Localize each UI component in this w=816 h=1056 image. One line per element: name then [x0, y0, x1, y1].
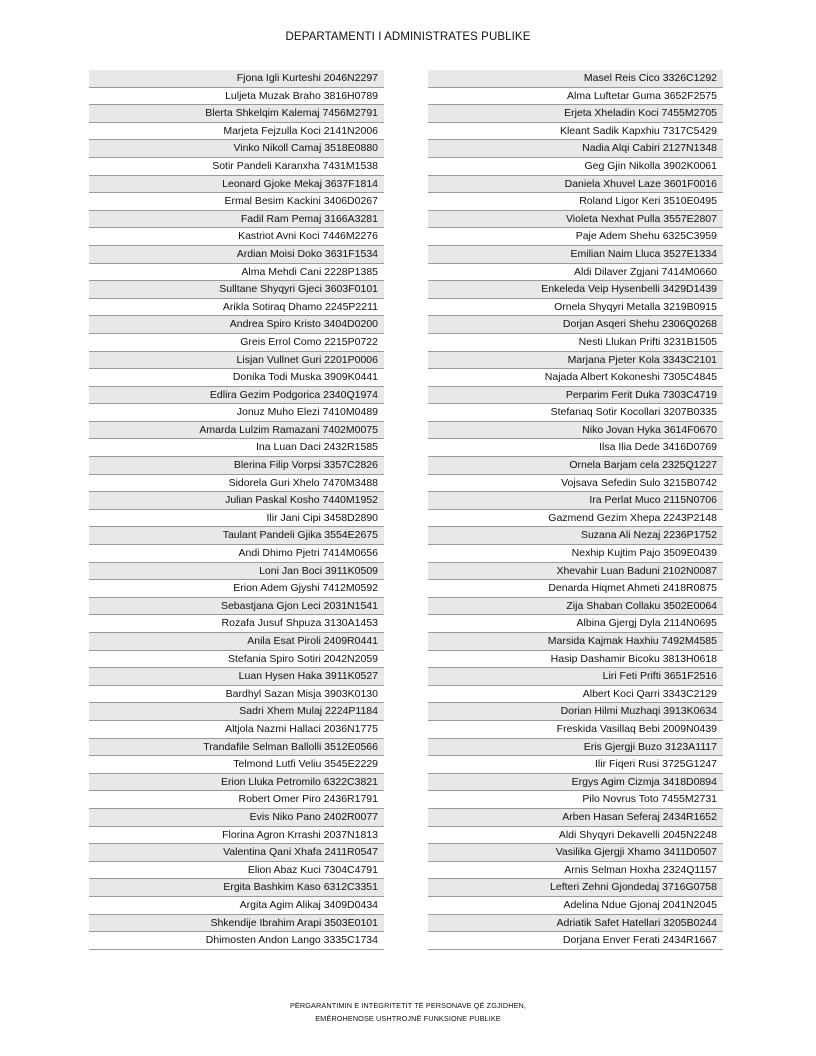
- list-item: Aldi Shyqyri Dekavelli 2045N2248: [428, 827, 723, 845]
- list-item: Geg Gjin Nikolla 3902K0061: [428, 158, 723, 176]
- list-item: Julian Paskal Kosho 7440M1952: [89, 492, 384, 510]
- list-item: Loni Jan Boci 3911K0509: [89, 563, 384, 581]
- list-item: Dorian Hilmi Muzhaqi 3913K0634: [428, 703, 723, 721]
- list-item: Violeta Nexhat Pulla 3557E2807: [428, 211, 723, 229]
- list-item: Nexhip Kujtim Pajo 3509E0439: [428, 545, 723, 563]
- list-item: Greis Errol Como 2215P0722: [89, 334, 384, 352]
- list-item: Fadil Ram Pemaj 3166A3281: [89, 211, 384, 229]
- list-item: Robert Omer Piro 2436R1791: [89, 791, 384, 809]
- list-item: Hasip Dashamir Bicoku 3813H0618: [428, 651, 723, 669]
- list-item: Jonuz Muho Elezi 7410M0489: [89, 404, 384, 422]
- list-item: Arnis Selman Hoxha 2324Q1157: [428, 862, 723, 880]
- footer-line-1: PËRGARANTIMIN E INTEGRITETIT TË PERSONAVE QË ZGJIDHEN,: [289, 1001, 527, 1010]
- right-name-column: [428, 70, 723, 950]
- list-item: Roland Ligor Keri 3510E0495: [428, 193, 723, 211]
- list-item: Trandafile Selman Ballolli 3512E0566: [89, 739, 384, 757]
- list-item: Rozafa Jusuf Shpuza 3130A1453: [89, 615, 384, 633]
- list-item: Gazmend Gezim Xhepa 2243P2148: [428, 510, 723, 528]
- list-item: Evis Niko Pano 2402R0077: [89, 809, 384, 827]
- list-item: Suzana Ali Nezaj 2236P1752: [428, 527, 723, 545]
- list-item: Andi Dhimo Pjetri 7414M0656: [89, 545, 384, 563]
- list-item: Stefanaq Sotir Kocollari 3207B0335: [428, 404, 723, 422]
- list-item: Sadri Xhem Mulaj 2224P1184: [89, 703, 384, 721]
- list-item: Altjola Nazmi Hallaci 2036N1775: [89, 721, 384, 739]
- list-item: Niko Jovan Hyka 3614F0670: [428, 422, 723, 440]
- list-item: Aldi Dilaver Zgjani 7414M0660: [428, 264, 723, 282]
- list-item: Ilir Jani Cipi 3458D2890: [89, 510, 384, 528]
- left-name-column: [89, 70, 384, 950]
- list-item: Donika Todi Muska 3909K0441: [89, 369, 384, 387]
- list-item: Ilir Fiqeri Rusi 3725G1247: [428, 756, 723, 774]
- list-item: Sebastjana Gjon Leci 2031N1541: [89, 598, 384, 616]
- page-title: DEPARTAMENTI I ADMINISTRATES PUBLIKE: [285, 31, 531, 43]
- list-item: Paje Adem Shehu 6325C3959: [428, 228, 723, 246]
- list-item: Adelina Ndue Gjonaj 2041N2045: [428, 897, 723, 915]
- list-item: Zija Shaban Collaku 3502E0064: [428, 598, 723, 616]
- list-item: Adriatik Safet Hatellari 3205B0244: [428, 915, 723, 933]
- list-item: Daniela Xhuvel Laze 3601F0016: [428, 176, 723, 194]
- list-item: Ermal Besim Kackini 3406D0267: [89, 193, 384, 211]
- list-item: Shkendije Ibrahim Arapi 3503E0101: [89, 915, 384, 933]
- list-item: Marjeta Fejzulla Koci 2141N2006: [89, 123, 384, 141]
- list-item: Najada Albert Kokoneshi 7305C4845: [428, 369, 723, 387]
- list-item: Bardhyl Sazan Misja 3903K0130: [89, 686, 384, 704]
- list-item: Telmond Lutfi Veliu 3545E2229: [89, 756, 384, 774]
- list-item: Leonard Gjoke Mekaj 3637F1814: [89, 176, 384, 194]
- list-item: Sotir Pandeli Karanxha 7431M1538: [89, 158, 384, 176]
- list-item: Lisjan Vullnet Guri 2201P0006: [89, 352, 384, 370]
- list-item: Ornela Shyqyri Metalla 3219B0915: [428, 299, 723, 317]
- list-item: Dorjana Enver Ferati 2434R1667: [428, 932, 723, 950]
- list-item: Ergita Bashkim Kaso 6312C3351: [89, 879, 384, 897]
- list-item: Taulant Pandeli Gjika 3554E2675: [89, 527, 384, 545]
- list-item: Amarda Lulzim Ramazani 7402M0075: [89, 422, 384, 440]
- list-item: Ira Perlat Muco 2115N0706: [428, 492, 723, 510]
- list-item: Marsida Kajmak Haxhiu 7492M4585: [428, 633, 723, 651]
- list-item: Enkeleda Veip Hysenbelli 3429D1439: [428, 281, 723, 299]
- list-item: Florina Agron Krrashi 2037N1813: [89, 827, 384, 845]
- list-item: Alma Luftetar Guma 3652F2575: [428, 88, 723, 106]
- list-item: Fjona Igli Kurteshi 2046N2297: [89, 70, 384, 88]
- list-item: Nesti Llukan Prifti 3231B1505: [428, 334, 723, 352]
- list-item: Blerta Shkelqim Kalemaj 7456M2791: [89, 105, 384, 123]
- list-item: Nadia Alqi Cabiri 2127N1348: [428, 140, 723, 158]
- list-item: Ina Luan Daci 2432R1585: [89, 439, 384, 457]
- list-item: Albert Koci Qarri 3343C2129: [428, 686, 723, 704]
- list-item: Perparim Ferit Duka 7303C4719: [428, 387, 723, 405]
- list-item: Eris Gjergji Buzo 3123A1117: [428, 739, 723, 757]
- list-item: Ornela Barjam cela 2325Q1227: [428, 457, 723, 475]
- list-item: Andrea Spiro Kristo 3404D0200: [89, 316, 384, 334]
- list-item: Anila Esat Piroli 2409R0441: [89, 633, 384, 651]
- page-footer: [0, 999, 816, 1025]
- list-item: Emilian Naim Lluca 3527E1334: [428, 246, 723, 264]
- list-item: Argita Agim Alikaj 3409D0434: [89, 897, 384, 915]
- list-item: Masel Reis Cico 3326C1292: [428, 70, 723, 88]
- list-item: Luljeta Muzak Braho 3816H0789: [89, 88, 384, 106]
- list-item: Xhevahir Luan Baduni 2102N0087: [428, 563, 723, 581]
- list-item: Blerina Filip Vorpsi 3357C2826: [89, 457, 384, 475]
- list-item: Edlira Gezim Podgorica 2340Q1974: [89, 387, 384, 405]
- list-item: Kleant Sadik Kapxhiu 7317C5429: [428, 123, 723, 141]
- list-item: Pilo Novrus Toto 7455M2731: [428, 791, 723, 809]
- list-item: Dhimosten Andon Lango 3335C1734: [89, 932, 384, 950]
- list-item: Luan Hysen Haka 3911K0527: [89, 668, 384, 686]
- list-item: Valentina Qani Xhafa 2411R0547: [89, 844, 384, 862]
- footer-line-2: EMËROHENOSE USHTROJNË FUNKSIONE PUBLIKE: [315, 1014, 501, 1023]
- list-item: Sulltane Shyqyri Gjeci 3603F0101: [89, 281, 384, 299]
- list-item: Vojsava Sefedin Sulo 3215B0742: [428, 475, 723, 493]
- list-item: Denarda Hiqmet Ahmeti 2418R0875: [428, 580, 723, 598]
- list-item: Vasilika Gjergji Xhamo 3411D0507: [428, 844, 723, 862]
- list-item: Arikla Sotiraq Dhamo 2245P2211: [89, 299, 384, 317]
- list-item: Dorjan Asqeri Shehu 2306Q0268: [428, 316, 723, 334]
- list-item: Ilsa Ilia Dede 3416D0769: [428, 439, 723, 457]
- list-item: Erion Adem Gjyshi 7412M0592: [89, 580, 384, 598]
- list-item: Albina Gjergj Dyla 2114N0695: [428, 615, 723, 633]
- list-item: Erjeta Xheladin Koci 7455M2705: [428, 105, 723, 123]
- list-item: Freskida Vasillaq Bebi 2009N0439: [428, 721, 723, 739]
- list-item: Kastriot Avni Koci 7446M2276: [89, 228, 384, 246]
- list-item: Sidorela Guri Xhelo 7470M3488: [89, 475, 384, 493]
- list-item: Arben Hasan Seferaj 2434R1652: [428, 809, 723, 827]
- list-item: Ardian Moisi Doko 3631F1534: [89, 246, 384, 264]
- list-item: Liri Feti Prifti 3651F2516: [428, 668, 723, 686]
- list-item: Alma Mehdi Cani 2228P1385: [89, 264, 384, 282]
- list-item: Marjana Pjeter Kola 3343C2101: [428, 352, 723, 370]
- list-item: Ergys Agim Cizmja 3418D0894: [428, 774, 723, 792]
- list-item: Erion Lluka Petromilo 6322C3821: [89, 774, 384, 792]
- list-item: Lefteri Zehni Gjondedaj 3716G0758: [428, 879, 723, 897]
- list-item: Elion Abaz Kuci 7304C4791: [89, 862, 384, 880]
- list-item: Stefania Spiro Sotiri 2042N2059: [89, 651, 384, 669]
- list-item: Vinko Nikoll Camaj 3518E0880: [89, 140, 384, 158]
